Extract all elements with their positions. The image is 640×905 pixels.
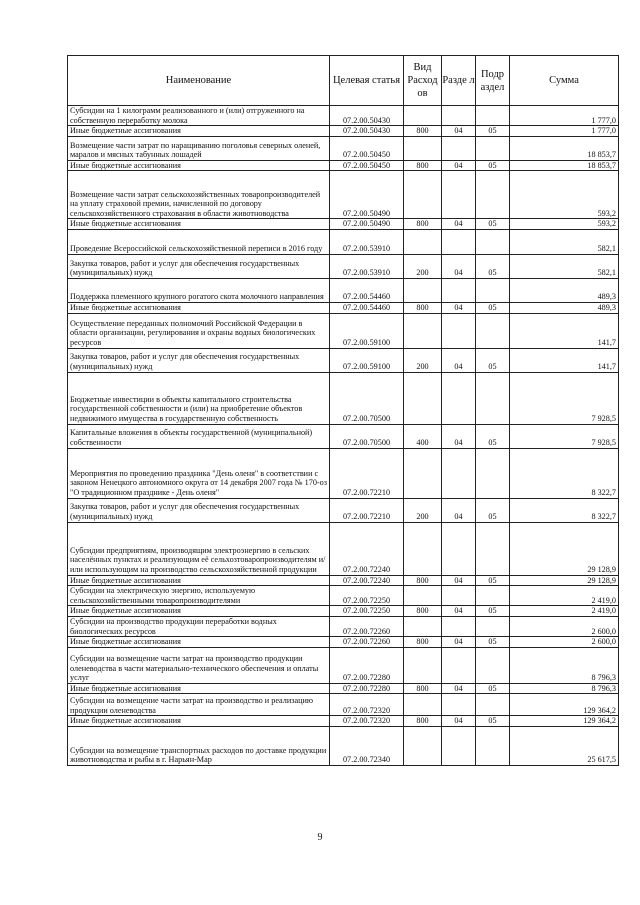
row-cell-type: [404, 616, 442, 636]
table-row: [68, 522, 619, 575]
table-row: [68, 302, 619, 313]
table-row: [68, 136, 619, 160]
row-cell-sum: 582,1: [510, 229, 619, 254]
row-cell-sum: 129 364,2: [510, 716, 619, 727]
header-sum: Сумма: [510, 56, 619, 106]
row-cell-subsection: 05: [476, 302, 510, 313]
row-cell-name: Иные бюджетные ассигнования: [68, 575, 330, 586]
row-cell-type: [404, 106, 442, 126]
row-cell-type: 800: [404, 637, 442, 648]
row-cell-code: 07.2.00.72320: [330, 694, 404, 716]
row-cell-name: Субсидии на возмещение части затрат на производство продукции оленеводства в части материально-технического обеспечения и оплаты услуг: [68, 647, 330, 683]
row-cell-section: [442, 136, 476, 160]
row-cell-section: 04: [442, 637, 476, 648]
row-cell-code: 07.2.00.72210: [330, 448, 404, 498]
row-cell-type: [404, 647, 442, 683]
row-cell-name: Иные бюджетные ассигнования: [68, 716, 330, 727]
row-cell-type: [404, 171, 442, 219]
row-cell-code: 07.2.00.59100: [330, 313, 404, 348]
row-cell-sum: 29 128,9: [510, 575, 619, 586]
row-cell-sum: 141,7: [510, 348, 619, 372]
row-cell-type: 800: [404, 160, 442, 171]
row-cell-type: 800: [404, 219, 442, 230]
row-cell-name: Мероприятия по проведению праздника "День оленя" в соответствии с законом Ненецкого автономного округа от 14 декабря 2007 года № 170-оз "О традиционном празднике - День оленя": [68, 448, 330, 498]
row-cell-name: Возмещение части затрат сельскохозяйственных товаропроизводителей на уплату страховой премии, начисленной по договору сельскохозяйственного страхования в области животноводства: [68, 171, 330, 219]
table-row: [68, 372, 619, 424]
row-cell-type: [404, 694, 442, 716]
row-cell-type: [404, 586, 442, 606]
row-cell-subsection: 05: [476, 424, 510, 448]
row-cell-type: 800: [404, 606, 442, 617]
table-row: [68, 498, 619, 522]
row-cell-name: Осуществление переданных полномочий Российской Федерации в области организации, регулирования и охраны водных биологических ресурсов: [68, 313, 330, 348]
row-cell-section: [442, 586, 476, 606]
row-cell-section: [442, 229, 476, 254]
row-cell-name: Проведение Всероссийской сельскохозяйственной переписи в 2016 году: [68, 229, 330, 254]
row-cell-name: Субсидии на возмещение части затрат на производство и реализацию продукции оленеводства: [68, 694, 330, 716]
row-cell-sum: 2 419,0: [510, 586, 619, 606]
row-cell-code: 07.2.00.53910: [330, 229, 404, 254]
table-row: [68, 106, 619, 126]
row-cell-type: [404, 726, 442, 765]
row-cell-code: 07.2.00.50450: [330, 136, 404, 160]
table-row: [68, 448, 619, 498]
row-cell-name: Возмещение части затрат по наращиванию поголовья северных оленей, маралов и мясных табунных лошадей: [68, 136, 330, 160]
table-row: [68, 229, 619, 254]
row-cell-section: 04: [442, 219, 476, 230]
row-cell-sum: 1 777,0: [510, 126, 619, 137]
row-cell-subsection: [476, 448, 510, 498]
row-cell-subsection: [476, 372, 510, 424]
row-cell-subsection: 05: [476, 637, 510, 648]
row-cell-section: [442, 171, 476, 219]
row-cell-code: 07.2.00.50450: [330, 160, 404, 171]
row-cell-sum: 25 617,5: [510, 726, 619, 765]
row-cell-code: 07.2.00.50490: [330, 171, 404, 219]
row-cell-sum: 18 853,7: [510, 136, 619, 160]
row-cell-section: [442, 647, 476, 683]
row-cell-subsection: [476, 616, 510, 636]
row-cell-sum: 489,3: [510, 278, 619, 302]
table-header-row: [68, 56, 619, 106]
row-cell-subsection: 05: [476, 716, 510, 727]
row-cell-section: 04: [442, 160, 476, 171]
row-cell-section: 04: [442, 606, 476, 617]
row-cell-name: Иные бюджетные ассигнования: [68, 302, 330, 313]
row-cell-code: 07.2.00.72340: [330, 726, 404, 765]
row-cell-sum: 489,3: [510, 302, 619, 313]
row-cell-section: 04: [442, 498, 476, 522]
table-row: [68, 126, 619, 137]
row-cell-name: Субсидии предприятиям, производящим электроэнергию в сельских населённых пунктах и реализующим её сельхозтоваропроизводителям и/или использующим на производство сельскохозяйственной продукции: [68, 522, 330, 575]
row-cell-subsection: 05: [476, 126, 510, 137]
row-cell-name: Иные бюджетные ассигнования: [68, 219, 330, 230]
row-cell-section: 04: [442, 348, 476, 372]
row-cell-code: 07.2.00.50430: [330, 126, 404, 137]
table-row: [68, 313, 619, 348]
row-cell-name: Субсидии на электрическую энергию, используемую сельскохозяйственными товаропроизводителями: [68, 586, 330, 606]
row-cell-subsection: [476, 278, 510, 302]
row-cell-subsection: [476, 522, 510, 575]
row-cell-type: [404, 372, 442, 424]
row-cell-name: Закупка товаров, работ и услуг для обеспечения государственных (муниципальных) нужд: [68, 498, 330, 522]
row-cell-name: Иные бюджетные ассигнования: [68, 606, 330, 617]
row-cell-sum: 8 796,3: [510, 683, 619, 694]
row-cell-name: Поддержка племенного крупного рогатого скота молочного направления: [68, 278, 330, 302]
row-cell-subsection: [476, 229, 510, 254]
row-cell-name: Иные бюджетные ассигнования: [68, 160, 330, 171]
table-row: [68, 726, 619, 765]
row-cell-section: 04: [442, 683, 476, 694]
row-cell-sum: 593,2: [510, 219, 619, 230]
row-cell-code: 07.2.00.72210: [330, 498, 404, 522]
row-cell-code: 07.2.00.50490: [330, 219, 404, 230]
row-cell-type: [404, 136, 442, 160]
row-cell-code: 07.2.00.53910: [330, 254, 404, 278]
row-cell-section: [442, 694, 476, 716]
row-cell-sum: 2 419,0: [510, 606, 619, 617]
row-cell-subsection: [476, 694, 510, 716]
header-code: Целевая статья: [330, 56, 404, 106]
row-cell-sum: 8 322,7: [510, 498, 619, 522]
row-cell-name: Капитальные вложения в объекты государственной (муниципальной) собственности: [68, 424, 330, 448]
row-cell-code: 07.2.00.54460: [330, 302, 404, 313]
table-row: [68, 278, 619, 302]
row-cell-sum: 29 128,9: [510, 522, 619, 575]
row-cell-type: 200: [404, 254, 442, 278]
row-cell-type: 200: [404, 498, 442, 522]
row-cell-sum: 2 600,0: [510, 616, 619, 636]
row-cell-code: 07.2.00.72240: [330, 575, 404, 586]
row-cell-section: 04: [442, 126, 476, 137]
row-cell-name: Иные бюджетные ассигнования: [68, 126, 330, 137]
row-cell-subsection: [476, 647, 510, 683]
table-row: [68, 171, 619, 219]
row-cell-subsection: [476, 313, 510, 348]
row-cell-subsection: [476, 136, 510, 160]
row-cell-subsection: 05: [476, 683, 510, 694]
row-cell-subsection: 05: [476, 254, 510, 278]
table-row: [68, 254, 619, 278]
row-cell-name: Закупка товаров, работ и услуг для обеспечения государственных (муниципальных) нужд: [68, 348, 330, 372]
row-cell-type: 200: [404, 348, 442, 372]
row-cell-name: Бюджетные инвестиции в объекты капитального строительства государственной собственности и (или) на приобретение объектов недвижимого имущества в государственную собственность: [68, 372, 330, 424]
row-cell-sum: 8 796,3: [510, 647, 619, 683]
row-cell-code: 07.2.00.50430: [330, 106, 404, 126]
row-cell-code: 07.2.00.59100: [330, 348, 404, 372]
row-cell-type: [404, 313, 442, 348]
row-cell-section: 04: [442, 716, 476, 727]
row-cell-sum: 593,2: [510, 171, 619, 219]
table-row: [68, 348, 619, 372]
table-row: [68, 575, 619, 586]
row-cell-section: [442, 616, 476, 636]
row-cell-section: [442, 313, 476, 348]
table-row: [68, 716, 619, 727]
row-cell-subsection: 05: [476, 219, 510, 230]
row-cell-section: 04: [442, 254, 476, 278]
table-row: [68, 160, 619, 171]
row-cell-code: 07.2.00.72250: [330, 606, 404, 617]
header-type: Вид Расход ов: [404, 56, 442, 106]
table-row: [68, 586, 619, 606]
row-cell-section: 04: [442, 302, 476, 313]
row-cell-type: [404, 522, 442, 575]
row-cell-sum: 8 322,7: [510, 448, 619, 498]
row-cell-subsection: 05: [476, 160, 510, 171]
row-cell-type: 800: [404, 683, 442, 694]
row-cell-sum: 141,7: [510, 313, 619, 348]
row-cell-code: 07.2.00.72240: [330, 522, 404, 575]
row-cell-subsection: 05: [476, 606, 510, 617]
row-cell-code: 07.2.00.72260: [330, 637, 404, 648]
table-row: [68, 647, 619, 683]
row-cell-name: Субсидии на производство продукции переработки водных биологических ресурсов: [68, 616, 330, 636]
row-cell-type: 800: [404, 716, 442, 727]
row-cell-section: [442, 726, 476, 765]
table-row: [68, 616, 619, 636]
row-cell-sum: 1 777,0: [510, 106, 619, 126]
table-row: [68, 219, 619, 230]
table-row: [68, 424, 619, 448]
row-cell-section: [442, 278, 476, 302]
row-cell-name: Иные бюджетные ассигнования: [68, 637, 330, 648]
row-cell-name: Иные бюджетные ассигнования: [68, 683, 330, 694]
row-cell-section: [442, 106, 476, 126]
row-cell-section: [442, 372, 476, 424]
row-cell-subsection: [476, 106, 510, 126]
row-cell-subsection: 05: [476, 498, 510, 522]
row-cell-section: 04: [442, 424, 476, 448]
row-cell-subsection: [476, 171, 510, 219]
row-cell-section: 04: [442, 575, 476, 586]
table-row: [68, 683, 619, 694]
budget-table: [67, 55, 619, 766]
header-subsection: Подр аздел: [476, 56, 510, 106]
row-cell-sum: 129 364,2: [510, 694, 619, 716]
row-cell-code: 07.2.00.70500: [330, 372, 404, 424]
header-name: Наименование: [68, 56, 330, 106]
row-cell-sum: 7 928,5: [510, 424, 619, 448]
row-cell-sum: 18 853,7: [510, 160, 619, 171]
table-row: [68, 637, 619, 648]
row-cell-code: 07.2.00.72280: [330, 683, 404, 694]
table-row: [68, 694, 619, 716]
row-cell-type: 800: [404, 302, 442, 313]
row-cell-code: 07.2.00.70500: [330, 424, 404, 448]
row-cell-sum: 582,1: [510, 254, 619, 278]
row-cell-type: [404, 448, 442, 498]
table-row: [68, 606, 619, 617]
row-cell-subsection: [476, 726, 510, 765]
row-cell-code: 07.2.00.72280: [330, 647, 404, 683]
row-cell-type: 800: [404, 575, 442, 586]
row-cell-type: [404, 278, 442, 302]
row-cell-section: [442, 522, 476, 575]
row-cell-code: 07.2.00.72250: [330, 586, 404, 606]
row-cell-sum: 2 600,0: [510, 637, 619, 648]
row-cell-type: 800: [404, 126, 442, 137]
row-cell-subsection: 05: [476, 348, 510, 372]
row-cell-name: Субсидии на 1 килограмм реализованного и (или) отгруженного на собственную переработку молока: [68, 106, 330, 126]
row-cell-code: 07.2.00.54460: [330, 278, 404, 302]
row-cell-code: 07.2.00.72320: [330, 716, 404, 727]
row-cell-type: [404, 229, 442, 254]
row-cell-sum: 7 928,5: [510, 372, 619, 424]
row-cell-subsection: 05: [476, 575, 510, 586]
row-cell-name: Субсидии на возмещение транспортных расходов по доставке продукции животноводства и рыбы в г. Нарьян-Мар: [68, 726, 330, 765]
page-number: 9: [317, 832, 323, 843]
header-section: Разде л: [442, 56, 476, 106]
row-cell-name: Закупка товаров, работ и услуг для обеспечения государственных (муниципальных) нужд: [68, 254, 330, 278]
row-cell-type: 400: [404, 424, 442, 448]
row-cell-subsection: [476, 586, 510, 606]
row-cell-code: 07.2.00.72260: [330, 616, 404, 636]
row-cell-section: [442, 448, 476, 498]
